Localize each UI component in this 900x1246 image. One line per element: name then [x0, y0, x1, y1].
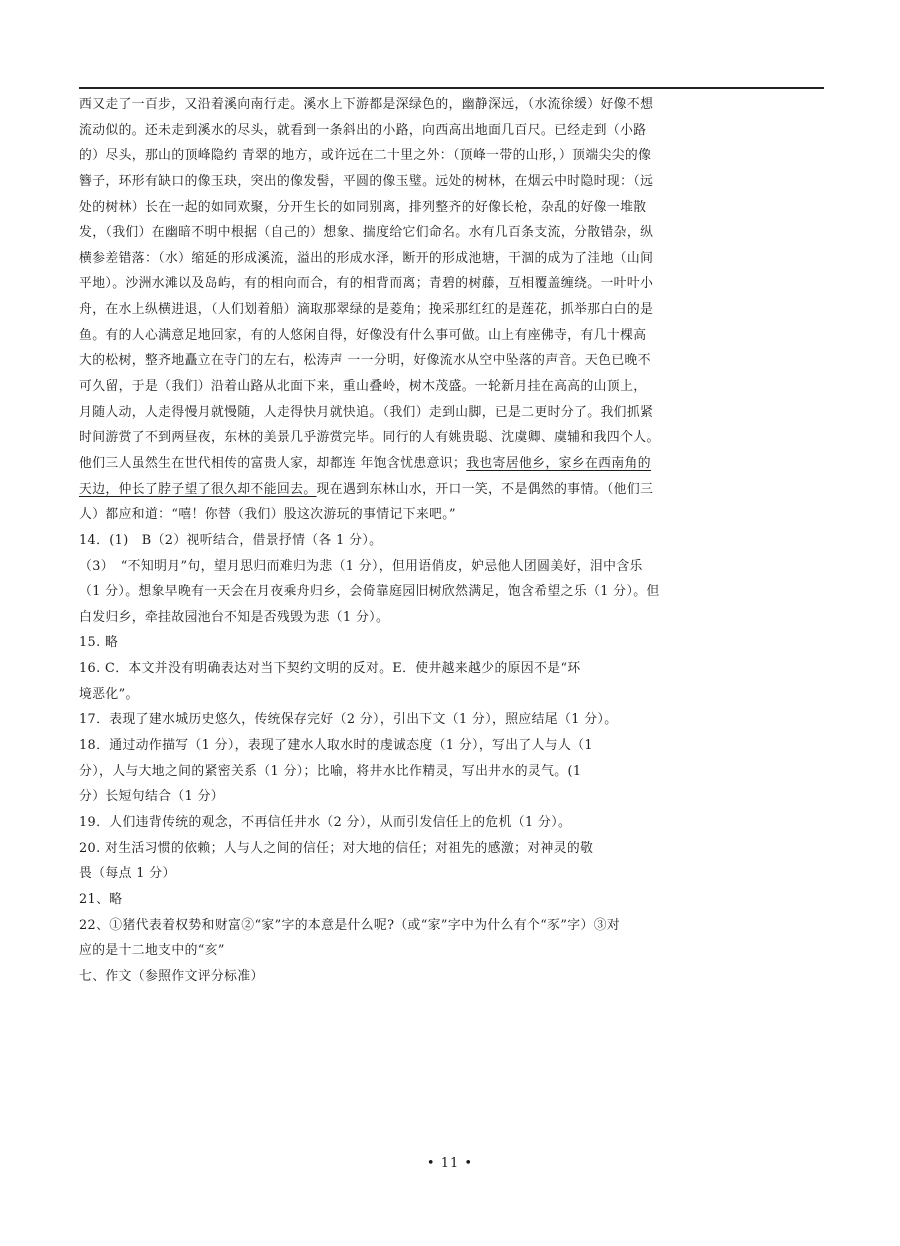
answer-line: 境恶化”。 [79, 686, 139, 702]
answer-line: 应的是十二地支中的“亥” [79, 943, 225, 959]
answer-line: 16. C．本文并没有明确表达对当下契约文明的反对。E．使井越来越少的原因不是“环 [79, 661, 581, 677]
answer-line: 22、①猪代表着权势和财富②“家”字的本意是什么呢?（或“家”字中为什么有个“豕”字）③对 [79, 917, 621, 933]
text-line: 处的树林）长在一起的如同欢聚，分开生长的如同别离，排列整齐的好像长枪，杂乱的好像一堆散 [79, 199, 647, 215]
answer-line: 七、作文（参照作文评分标准） [79, 968, 264, 984]
text-line: 西又走了一百步，又沿着溪向南行走。溪水上下游都是深绿色的，幽静深远，（水流徐缓）好像不想 [79, 97, 654, 112]
text-line: 鱼。有的人心满意足地回家，有的人悠闲自得，好像没有什么事可做。山上有座佛寺，有几十棵高 [79, 327, 647, 343]
text-line: 可久留，于是（我们）沿着山路从北面下来，重山叠岭，树木茂盛。一轮新月挂在高高的山顶上， [79, 379, 647, 395]
text-line [79, 451, 839, 477]
answer-line: （1 分）。想象早晚有一天会在月夜乘舟归乡，会倚靠庭园旧树欣然满足，饱含希望之乐（1 分）。但 [79, 584, 660, 600]
text-line [79, 477, 839, 503]
underlined-text: 我也寄居他乡，家乡在西南角的 [466, 455, 651, 471]
text-segment: 他们三人虽然生在世代相传的富贵人家，却都连 年饱含忧患意识； [79, 455, 467, 471]
page-number: • 11 • [426, 1156, 474, 1171]
text-line: 时间游赏了不到两昼夜，东林的美景几乎游赏完毕。同行的人有姚贵聪、沈虞卿、虞辅和我四个人。 [79, 430, 660, 446]
text-line: 簪子，环形有缺口的像玉玦，突出的像发髻，平圆的像玉璧。远处的树林，在烟云中时隐时现：（远 [79, 173, 654, 189]
answer-line: 17．表现了建水城历史悠久，传统保存完好（2 分），引出下文（1 分），照应结尾（1 分）。 [79, 712, 618, 728]
answer-line: 20. 对生活习惯的依赖；人与人之间的信任；对大地的信任；对祖先的感激；对神灵的敬 [79, 840, 594, 856]
answer-line: 14．(1) B（2）视听结合，借景抒情（各 1 分）。 [79, 532, 383, 548]
text-line: 舟，在水上纵横进退，（人们划着船）滴取那翠绿的是菱角；挽采那红红的是莲花，抓举那白白的是 [79, 302, 654, 318]
page-content [79, 92, 839, 989]
answer-line: 分）长短句结合（1 分） [79, 789, 224, 805]
text-line: 的）尽头，那山的顶峰隐约 青翠的地方，或许远在二十里之外：（顶峰一带的山形，）顶端尖尖的像 [79, 148, 652, 164]
underlined-text: 天边，仲长了脖子望了很久却不能回去。 [79, 481, 317, 497]
text-line: 大的松树，整齐地矗立在寺门的左右，松涛声 一一分明，好像流水从空中坠落的声音。天色已晚不 [79, 353, 651, 369]
answer-line: 白发归乡，牵挂故园池台不知是否残毁为悲（1 分）。 [79, 609, 390, 625]
answer-line: 21、略 [79, 891, 123, 907]
text-line: 平地）。沙洲水滩以及岛屿，有的相向而合，有的相背而离；青碧的树藤，互相覆盖缠绕。一叶叶小 [79, 276, 654, 292]
text-line: 发，（我们）在幽暗不明中根据（自己的）想象、揣度给它们命名。水有几百条支流，分散错杂，纵 [79, 225, 654, 241]
top-rule [79, 87, 824, 89]
answer-line: 畏（每点 1 分） [79, 866, 176, 882]
text-line: 横参差错落：（水）缩延的形成溪流，溢出的形成水泽，断开的形成池塘，干涸的成为了洼地（山间 [79, 250, 654, 266]
text-line: 流动似的。还未走到溪水的尽头，就看到一条斜出的小路，向西高出地面几百尺。已经走到（小路 [79, 122, 647, 138]
answer-line: （3） “不知明月”句，望月思归而难归为悲（1 分），但用语俏皮，妒忌他人团圆美好，泪中含乐 [79, 558, 643, 574]
answer-line: 19．人们违背传统的观念，不再信任井水（2 分），从而引发信任上的危机（1 分）。 [79, 814, 572, 830]
text-line: 人）都应和道：“嘻！你替（我们）股这次游玩的事情记下来吧。” [79, 507, 456, 523]
text-segment: 现在遇到东林山水，开口一笑，不是偶然的事情。（他们三 [316, 481, 654, 497]
answer-line: 15. 略 [79, 635, 119, 651]
answer-line: 18．通过动作描写（1 分），表现了建水人取水时的虔诚态度（1 分），写出了人与人（1 [79, 738, 593, 754]
answer-line: 分），人与大地之间的紧密关系（1 分）；比喻，将井水比作精灵，写出井水的灵气。(1 [79, 763, 582, 779]
text-line: 月随人动，人走得慢月就慢随，人走得快月就快追。（我们）走到山脚，已是二更时分了。我们抓紧 [79, 404, 654, 420]
